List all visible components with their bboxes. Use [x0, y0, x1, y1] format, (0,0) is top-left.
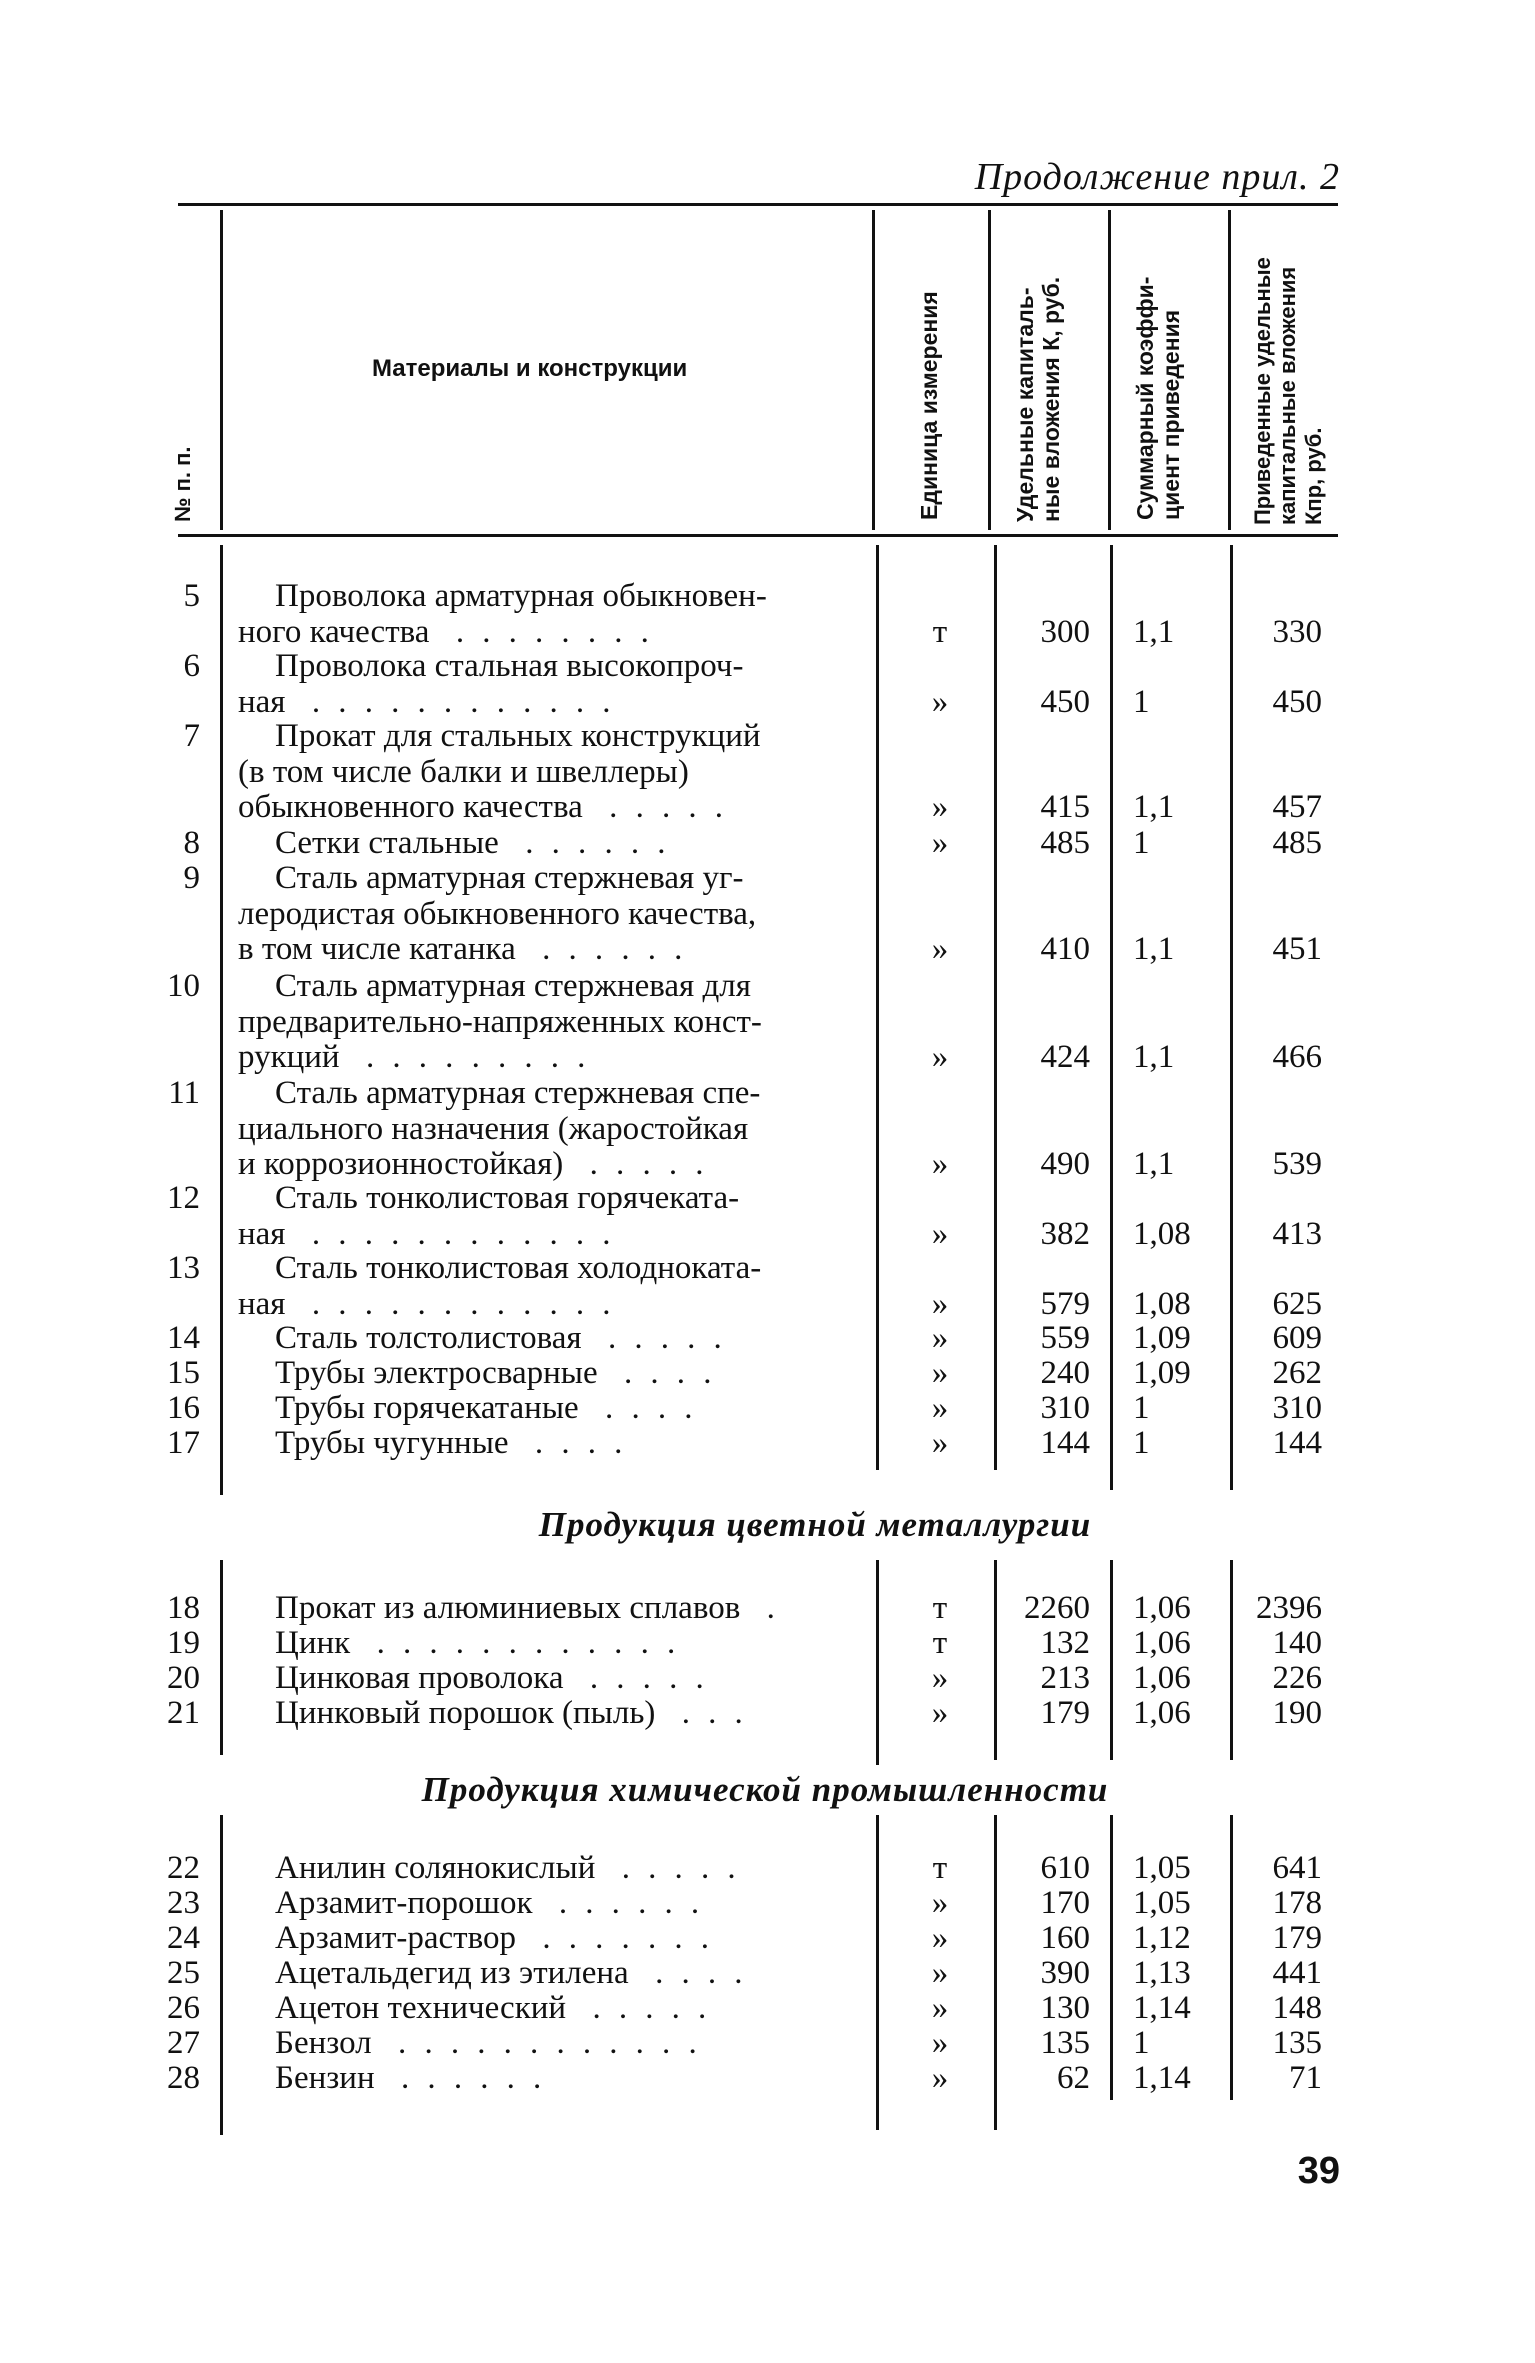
reduced-capital-value: 625	[1272, 1285, 1322, 1322]
reduced-capital-value: 609	[1272, 1320, 1322, 1356]
material-name-line: ная ............	[238, 1215, 629, 1252]
leader-dots: .........	[339, 1039, 604, 1075]
leader-dots: ......	[532, 1885, 718, 1921]
reduced-capital-value: 262	[1272, 1355, 1322, 1391]
unit-value: »	[931, 683, 949, 720]
material-name-line: и коррозионностойкая) .....	[238, 1146, 722, 1182]
reduced-capital-value: 144	[1272, 1425, 1322, 1461]
reduced-capital-value: 413	[1272, 1215, 1322, 1252]
capital-value: 240	[1040, 1355, 1090, 1391]
coef-value: 1,1	[1133, 1039, 1175, 1075]
material-name-line: Цинковая проволока .....	[275, 1660, 722, 1696]
leader-dots: ......	[374, 2060, 560, 2096]
row-number: 12	[167, 1180, 200, 1216]
coef-value: 1,08	[1133, 1285, 1191, 1322]
row-number: 8	[183, 825, 200, 861]
header-materials: Материалы и конструкции	[372, 355, 688, 382]
leader-dots: ......	[515, 931, 701, 967]
leader-dots: ...	[655, 1695, 761, 1731]
material-name-line: ного качества ........	[238, 613, 668, 650]
material-name-line: Бензин ......	[275, 2060, 560, 2096]
header-kpr: Приведенные удельные капитальные вложения Кпр, руб.	[1250, 257, 1326, 525]
reduced-capital-value: 148	[1272, 1990, 1322, 2026]
reduced-capital-value: 71	[1289, 2060, 1322, 2096]
leader-dots: ......	[498, 825, 684, 861]
row-number: 20	[167, 1660, 200, 1696]
header-divider-2	[872, 210, 875, 530]
row-number: 7	[183, 718, 200, 754]
reduced-capital-value: 450	[1272, 683, 1322, 720]
header-divider-1	[220, 210, 223, 530]
material-name-line: Цинковый порошок (пыль) ...	[275, 1695, 761, 1731]
row-number: 13	[167, 1250, 200, 1286]
coef-value: 1,06	[1133, 1660, 1191, 1696]
capital-value: 130	[1040, 1990, 1090, 2026]
unit-value: »	[931, 1955, 949, 1991]
header-top-rule	[178, 203, 1338, 206]
leader-dots: ....	[628, 1955, 761, 1991]
capital-value: 382	[1040, 1215, 1090, 1252]
material-name-line: Ацетальдегид из этилена ....	[275, 1955, 761, 1991]
leader-dots: ............	[285, 683, 629, 720]
unit-value: »	[931, 1990, 949, 2026]
material-name-line: Арзамит-порошок ......	[275, 1885, 718, 1921]
coef-value: 1,06	[1133, 1590, 1191, 1626]
unit-value: т	[932, 1850, 948, 1886]
leader-dots: .....	[581, 1320, 740, 1356]
material-name-line: Бензол ............	[275, 2025, 715, 2061]
reduced-capital-value: 466	[1272, 1039, 1322, 1075]
header-k: Удельные капиталь- ные вложения К, руб.	[1012, 276, 1065, 522]
row-number: 19	[167, 1625, 200, 1661]
reduced-capital-value: 179	[1272, 1920, 1322, 1956]
header-unit: Единица измерения	[916, 291, 942, 520]
coef-value: 1,14	[1133, 2060, 1191, 2096]
material-name-line: Анилин солянокислый .....	[275, 1850, 754, 1886]
unit-value: »	[931, 1320, 949, 1356]
unit-value: »	[931, 2025, 949, 2061]
capital-value: 610	[1040, 1850, 1090, 1886]
leader-dots: ....	[508, 1425, 641, 1461]
leader-dots: ............	[371, 2025, 715, 2061]
material-name-line: Прокат для стальных конструкций	[275, 718, 761, 754]
body3-divider-1	[220, 1815, 223, 2135]
material-name-line: Сталь арматурная стержневая для	[275, 968, 751, 1004]
coef-value: 1	[1133, 825, 1150, 861]
coef-value: 1,1	[1133, 789, 1175, 825]
row-number: 27	[167, 2025, 200, 2061]
material-name-line: Сталь тонколистовая горячеката-	[275, 1180, 740, 1216]
row-number: 10	[167, 968, 200, 1004]
material-name-line: Арзамит-раствор .......	[275, 1920, 728, 1956]
unit-value: »	[931, 1285, 949, 1322]
reduced-capital-value: 457	[1272, 789, 1322, 825]
material-name-line: леродистая обыкновенного качества,	[238, 895, 757, 932]
reduced-capital-value: 178	[1272, 1885, 1322, 1921]
leader-dots: ....	[597, 1355, 730, 1391]
coef-value: 1,05	[1133, 1885, 1191, 1921]
row-number: 6	[183, 648, 200, 684]
row-number: 26	[167, 1990, 200, 2026]
row-number: 18	[167, 1590, 200, 1626]
row-number: 22	[167, 1850, 200, 1886]
capital-value: 170	[1040, 1885, 1090, 1921]
reduced-capital-value: 451	[1272, 931, 1322, 967]
material-name-line: Проволока арматурная обыкновен-	[275, 578, 767, 614]
capital-value: 390	[1040, 1955, 1090, 1991]
row-number: 15	[167, 1355, 200, 1391]
capital-value: 485	[1040, 825, 1090, 861]
material-name-line: ная ............	[238, 1285, 629, 1322]
coef-value: 1,1	[1133, 1146, 1175, 1182]
coef-value: 1	[1133, 1390, 1150, 1426]
material-name-line: обыкновенного качества .....	[238, 789, 742, 825]
material-name-line: Трубы горячекатаные ....	[275, 1390, 711, 1426]
unit-value: »	[931, 1695, 949, 1731]
unit-value: »	[931, 931, 949, 967]
body1-divider-4	[1110, 545, 1113, 1490]
row-number: 23	[167, 1885, 200, 1921]
row-number: 21	[167, 1695, 200, 1731]
body2-divider-2	[876, 1560, 879, 1765]
reduced-capital-value: 539	[1272, 1146, 1322, 1182]
unit-value: »	[931, 2060, 949, 2096]
reduced-capital-value: 2396	[1256, 1590, 1322, 1626]
capital-value: 2260	[1024, 1590, 1090, 1626]
row-number: 11	[168, 1075, 200, 1111]
capital-value: 62	[1057, 2060, 1090, 2096]
leader-dots: ............	[285, 1215, 629, 1252]
row-number: 25	[167, 1955, 200, 1991]
coef-value: 1,13	[1133, 1955, 1191, 1991]
unit-value: »	[931, 1215, 949, 1252]
capital-value: 213	[1040, 1660, 1090, 1696]
row-number: 24	[167, 1920, 200, 1956]
capital-value: 160	[1040, 1920, 1090, 1956]
material-name-line: Сталь толстолистовая .....	[275, 1320, 740, 1356]
coef-value: 1,1	[1133, 613, 1175, 650]
header-num: № п. п.	[170, 446, 195, 522]
coef-value: 1,06	[1133, 1695, 1191, 1731]
capital-value: 450	[1040, 683, 1090, 720]
leader-dots: .......	[515, 1920, 728, 1956]
coef-value: 1	[1133, 1425, 1150, 1461]
unit-value: »	[931, 1355, 949, 1391]
capital-value: 310	[1040, 1390, 1090, 1426]
coef-value: 1,06	[1133, 1625, 1191, 1661]
capital-value: 410	[1040, 931, 1090, 967]
coef-value: 1,05	[1133, 1850, 1191, 1886]
body2-divider-1	[220, 1560, 223, 1755]
row-number: 17	[167, 1425, 200, 1461]
capital-value: 144	[1040, 1425, 1090, 1461]
material-name-line: Трубы электросварные ....	[275, 1355, 730, 1391]
reduced-capital-value: 190	[1272, 1695, 1322, 1731]
reduced-capital-value: 140	[1272, 1625, 1322, 1661]
unit-value: »	[931, 1885, 949, 1921]
material-name-line: рукций .........	[238, 1039, 604, 1075]
unit-value: »	[931, 1039, 949, 1075]
reduced-capital-value: 641	[1272, 1850, 1322, 1886]
row-number: 28	[167, 2060, 200, 2096]
coef-value: 1,12	[1133, 1920, 1191, 1956]
material-name-line: Ацетон технический .....	[275, 1990, 725, 2026]
capital-value: 424	[1040, 1039, 1090, 1075]
header-bottom-rule	[178, 534, 1338, 537]
body1-divider-1	[220, 545, 223, 1495]
material-name-line: Трубы чугунные ....	[275, 1425, 641, 1461]
coef-value: 1,09	[1133, 1355, 1191, 1391]
coef-value: 1	[1133, 2025, 1150, 2061]
reduced-capital-value: 135	[1272, 2025, 1322, 2061]
capital-value: 300	[1040, 613, 1090, 650]
body3-divider-2	[876, 1815, 879, 2130]
unit-value: »	[931, 1390, 949, 1426]
leader-dots: ............	[350, 1625, 694, 1661]
unit-value: т	[932, 1625, 948, 1661]
material-name-line: Сетки стальные ......	[275, 825, 684, 861]
header-coef: Суммарный коэффи- циент приведения	[1132, 276, 1185, 520]
material-name-line: циального назначения (жаростойкая	[238, 1110, 749, 1147]
material-name-line: (в том числе балки и швеллеры)	[238, 753, 689, 790]
leader-dots: ............	[285, 1285, 629, 1322]
leader-dots: .....	[563, 1146, 722, 1182]
material-name-line: предварительно-напряженных конст-	[238, 1003, 762, 1040]
reduced-capital-value: 226	[1272, 1660, 1322, 1696]
leader-dots: ........	[429, 613, 668, 650]
unit-value: »	[931, 1920, 949, 1956]
body3-divider-4	[1110, 1815, 1113, 2100]
material-name-line: Сталь тонколистовая холоднoката-	[275, 1250, 762, 1286]
header-divider-5	[1228, 210, 1231, 530]
header-divider-3	[988, 210, 991, 530]
capital-value: 559	[1040, 1320, 1090, 1356]
reduced-capital-value: 310	[1272, 1390, 1322, 1426]
capital-value: 490	[1040, 1146, 1090, 1182]
reduced-capital-value: 485	[1272, 825, 1322, 861]
leader-dots: .....	[595, 1850, 754, 1886]
unit-value: »	[931, 1660, 949, 1696]
header-divider-4	[1108, 210, 1111, 530]
row-number: 5	[183, 578, 200, 614]
row-number: 14	[167, 1320, 200, 1356]
body1-divider-2	[876, 545, 879, 1470]
leader-dots: .....	[563, 1660, 722, 1696]
unit-value: т	[932, 613, 948, 650]
unit-value: »	[931, 789, 949, 825]
leader-dots: ....	[578, 1390, 711, 1426]
coef-value: 1,1	[1133, 931, 1175, 967]
leader-dots: .....	[566, 1990, 725, 2026]
section-title-chemical: Продукция химической промышленности	[421, 1770, 1109, 1809]
coef-value: 1,08	[1133, 1215, 1191, 1252]
capital-value: 179	[1040, 1695, 1090, 1731]
coef-value: 1	[1133, 683, 1150, 720]
reduced-capital-value: 330	[1272, 613, 1322, 650]
page-number: 39	[1297, 2150, 1340, 2192]
material-name-line: Сталь арматурная стержневая уг-	[275, 860, 744, 896]
unit-value: »	[931, 1425, 949, 1461]
capital-value: 415	[1040, 789, 1090, 825]
unit-value: »	[931, 1146, 949, 1182]
material-name-line: Прокат из алюминиевых сплавов .	[275, 1590, 794, 1626]
unit-value: т	[932, 1590, 948, 1626]
material-name-line: Сталь арматурная стержневая спе-	[275, 1075, 761, 1111]
continuation-title: Продолжение прил. 2	[974, 156, 1340, 198]
leader-dots: .....	[582, 789, 742, 825]
material-name-line: ная ............	[238, 683, 629, 720]
row-number: 9	[183, 860, 200, 896]
material-name-line: Проволока стальная высокопроч-	[275, 648, 744, 684]
capital-value: 579	[1040, 1285, 1090, 1322]
coef-value: 1,09	[1133, 1320, 1191, 1356]
capital-value: 132	[1040, 1625, 1090, 1661]
unit-value: »	[931, 825, 949, 861]
row-number: 16	[167, 1390, 200, 1426]
material-name-line: Цинк ............	[275, 1625, 694, 1661]
section-title-nonferrous: Продукция цветной металлургии	[538, 1505, 1092, 1544]
coef-value: 1,14	[1133, 1990, 1191, 2026]
reduced-capital-value: 441	[1272, 1955, 1322, 1991]
capital-value: 135	[1040, 2025, 1090, 2061]
material-name-line: в том числе катанка ......	[238, 931, 701, 967]
body2-divider-4	[1110, 1560, 1113, 1760]
leader-dots: .	[740, 1590, 794, 1626]
